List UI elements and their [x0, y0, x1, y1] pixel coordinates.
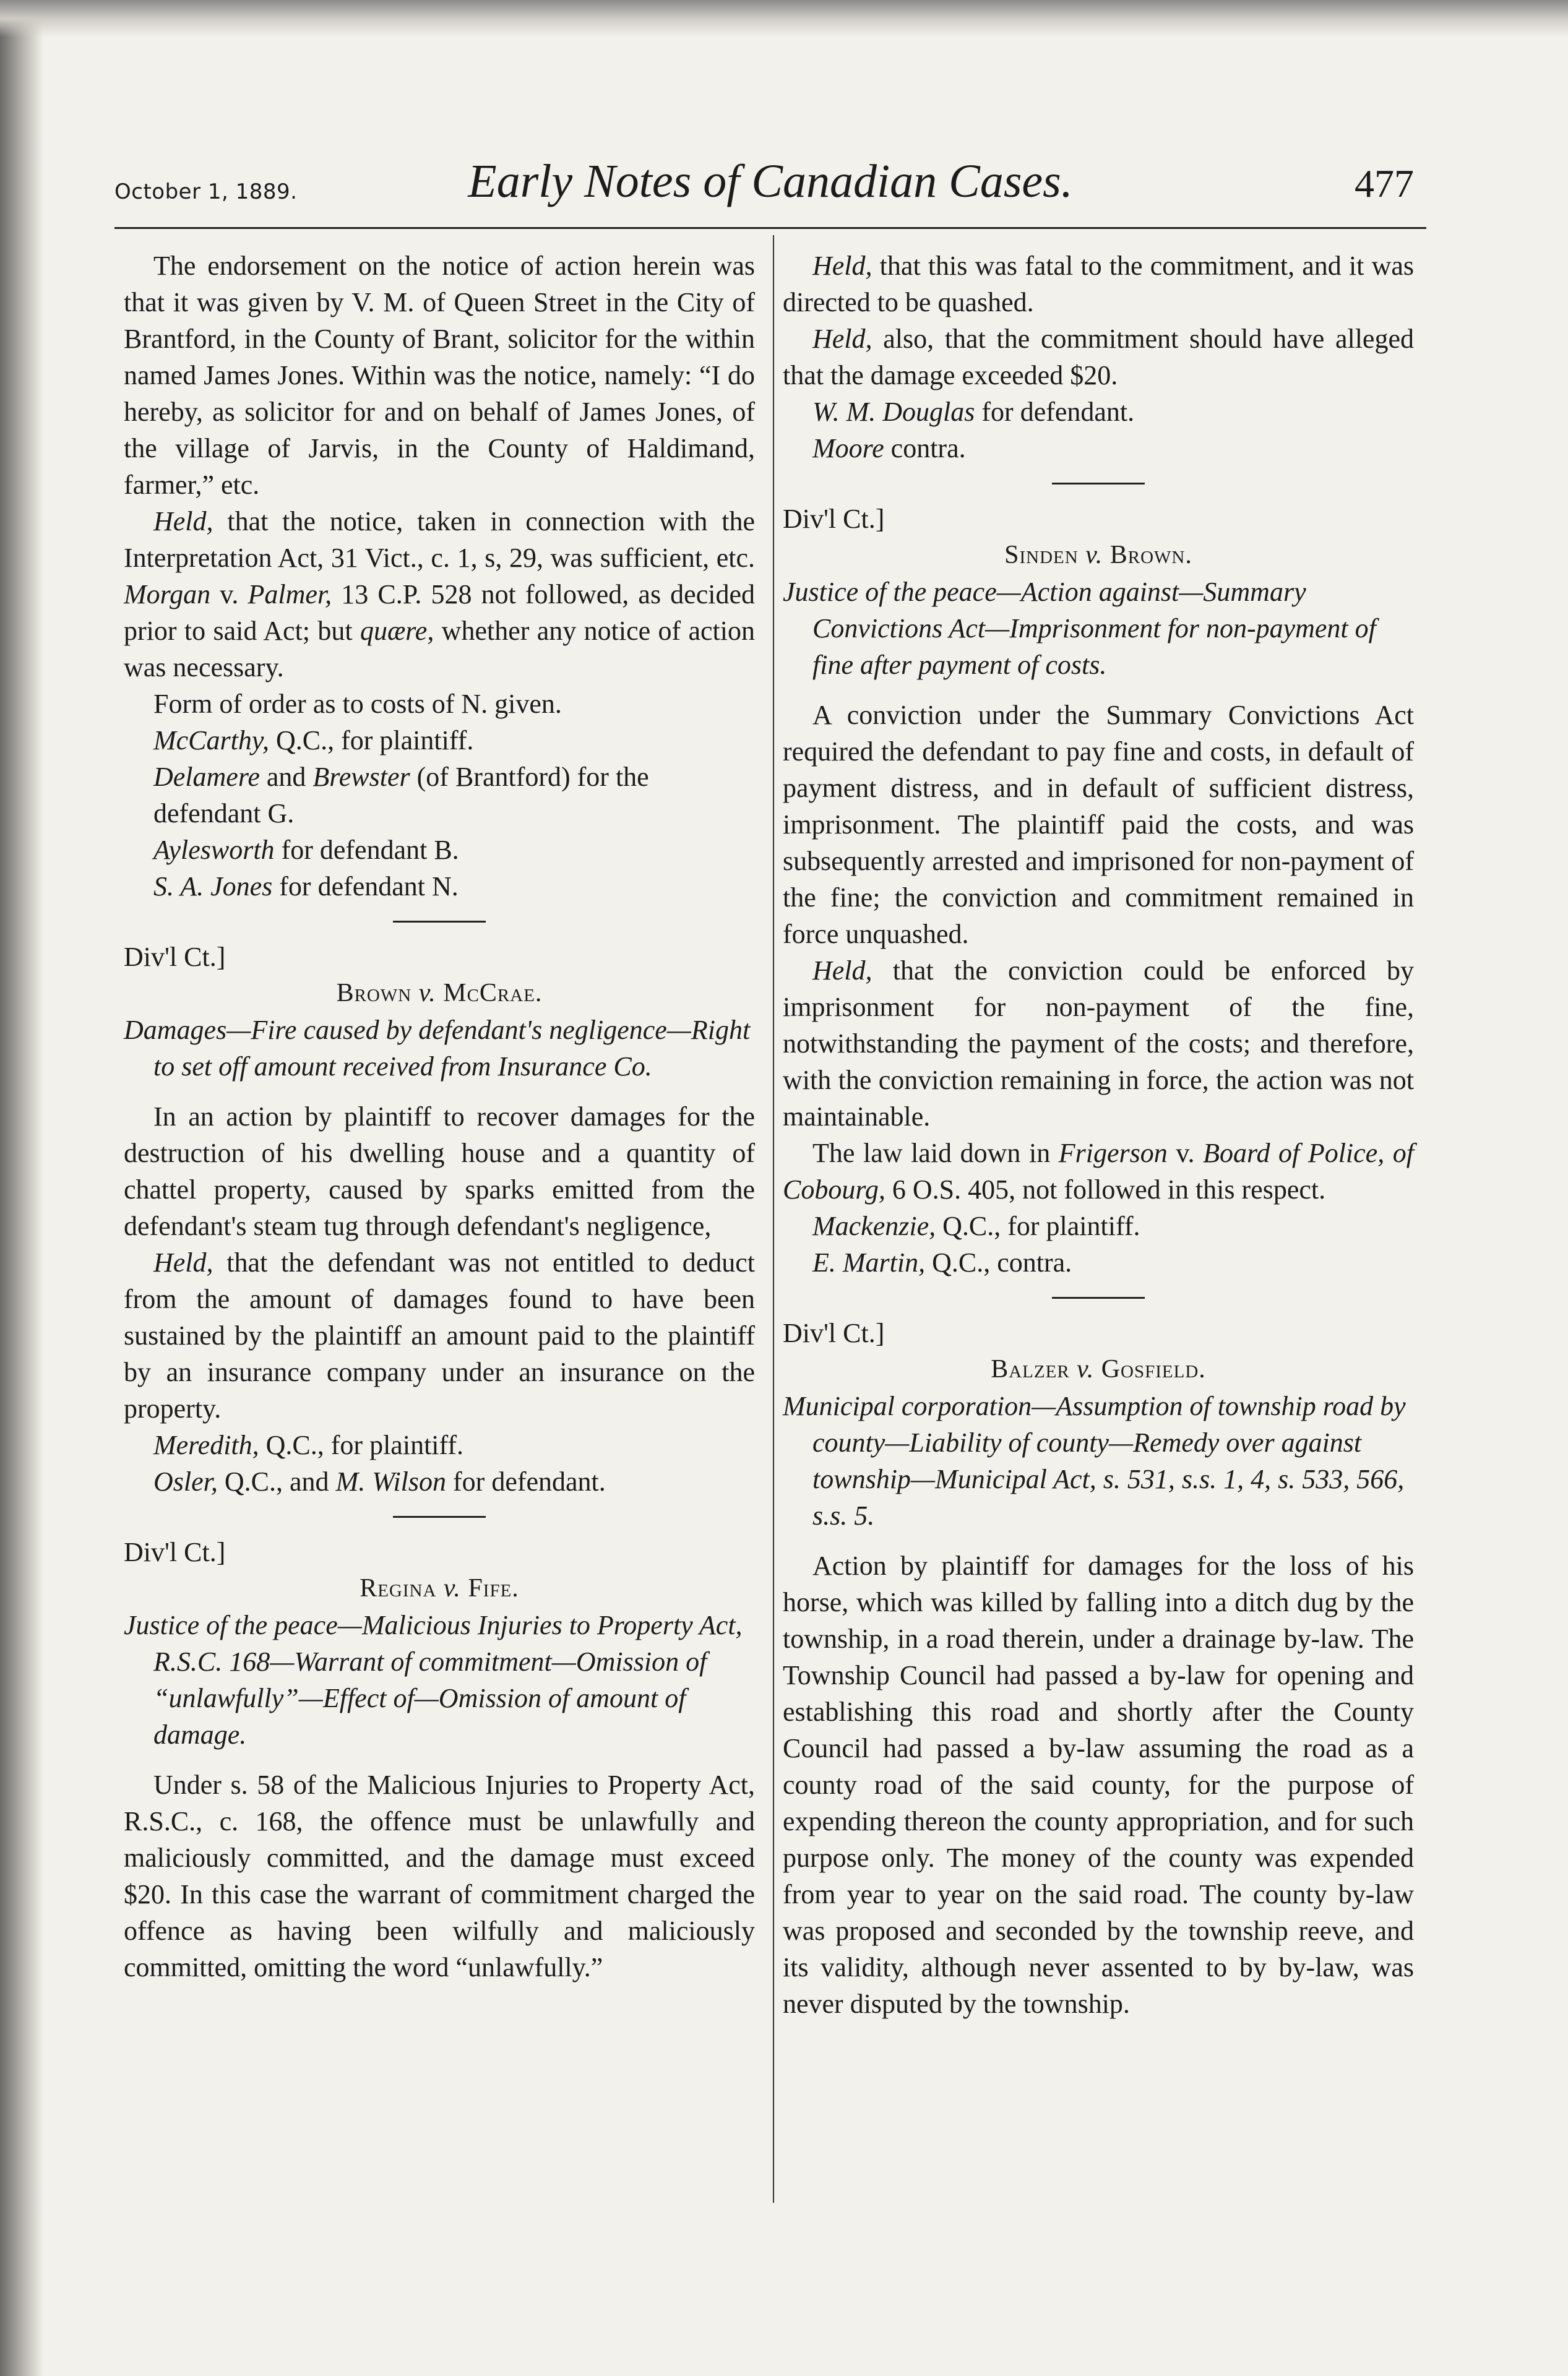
section-divider [393, 921, 486, 923]
section-divider [1052, 1297, 1145, 1299]
case-title: Brown v. McCrae. [336, 979, 543, 1007]
headnote: Municipal corporation—Assumption of township road by county—Liability of county—Remedy over against township—Municipal Act, s. 531, s.s. 1, 4, s. 533, 566, s.s. 5. [783, 1391, 1406, 1531]
headnote: Justice of the peace—Malicious Injuries to Property Act, R.S.C. 168—Warrant of commitment—Omission of “unlawfully”—Effect of—Omission of amount of damage. [124, 1610, 743, 1750]
case-title: Sinden v. Brown. [1004, 541, 1192, 569]
case-title: Regina v. Fife. [360, 1574, 519, 1603]
left-column [124, 248, 755, 1986]
court-label: Div'l Ct.] [124, 1537, 226, 1567]
paragraph: Held, that this was fatal to the commitment, and it was directed to be quashed. [783, 251, 1414, 317]
headnote: Justice of the peace—Action against—Summary Convictions Act—Imprisonment for non-payment of fine after payment of costs. [783, 577, 1376, 680]
counsel-line: Delamere and Brewster (of Brantford) for the defendant G. [153, 762, 649, 829]
counsel-line: E. Martin, Q.C., contra. [812, 1247, 1072, 1278]
counsel-line: Meredith, Q.C., for plaintiff. [153, 1430, 464, 1460]
counsel-line: S. A. Jones for defendant N. [153, 871, 459, 902]
journal-title: Early Notes of Canadian Cases. [468, 155, 1073, 207]
paragraph: The law laid down in Frigerson v. Board of Police, of Cobourg, 6 O.S. 405, not followed in this respect. [783, 1138, 1414, 1205]
page-number: 477 [1355, 161, 1414, 205]
case-name: Palmer, [248, 579, 332, 609]
paragraph: Held, that the defendant was not entitled to deduct from the amount of damages found to have been sustained by the plaintiff an amount paid to the plaintiff by an insurance company under an insurance on the property. [124, 1247, 755, 1424]
paragraph: Form of order as to costs of N. given. [153, 689, 562, 719]
paragraph: Held, that the notice, taken in connection with the Interpretation Act, 31 Vict., c. 1, s, 29, was sufficient, etc. Morgan v. Palmer, 13 C.P. 528 not followed, as decided prior to said Act; but quære, whether any notice of action was necessary. [124, 506, 755, 682]
counsel-line: Mackenzie, Q.C., for plaintiff. [812, 1211, 1140, 1241]
section-divider [1052, 483, 1145, 484]
headnote: Damages—Fire caused by defendant's negligence—Right to set off amount received from Insurance Co. [124, 1015, 751, 1082]
header-date: October 1, 1889. [114, 179, 298, 204]
paragraph: Action by plaintiff for damages for the loss of his horse, which was killed by falling into a ditch dug by the township, in a road therein, under a drainage by-law. The Township Council had passed a by-law for opening and establishing this road and shortly after the County Council had passed a by-law assuming the road as a county road of the said county, for the purpose of expending thereon the county appropriation, and for such purpose only. The money of the county was expended from year to year on the said road. The county by-law was proposed and seconded by the township reeve, and its validity, although never assented to by by-law, was never disputed by the township. [783, 1551, 1414, 2019]
scan-edge-left [0, 0, 43, 2376]
quaere-label: quære, [360, 616, 434, 646]
right-column [783, 248, 1414, 2022]
section-divider [393, 1516, 486, 1518]
paragraph: In an action by plaintiff to recover damages for the destruction of his dwelling house and a quantity of chattel property, caused by sparks emitted from the defendant's steam tug through defendant's negligence, [124, 1101, 755, 1241]
counsel-line: McCarthy, Q.C., for plaintiff. [153, 725, 474, 755]
counsel-line: Osler, Q.C., and M. Wilson for defendant. [153, 1466, 606, 1497]
column-divider [773, 235, 774, 2203]
court-label: Div'l Ct.] [783, 504, 885, 534]
court-label: Div'l Ct.] [124, 942, 226, 972]
case-name: Morgan [124, 579, 211, 609]
scan-edge-top [0, 0, 1568, 37]
running-header [114, 155, 1426, 223]
held-label: Held, [153, 506, 213, 536]
paragraph: Held, also, that the commitment should have alleged that the damage exceeded $20. [783, 324, 1414, 390]
header-rule [114, 227, 1426, 229]
court-label: Div'l Ct.] [783, 1318, 885, 1348]
counsel-line: Aylesworth for defendant B. [153, 835, 459, 865]
counsel-line: Moore contra. [812, 433, 966, 463]
counsel-line: W. M. Douglas for defendant. [812, 397, 1135, 427]
paragraph: The endorsement on the notice of action herein was that it was given by V. M. of Queen Street in the City of Brantford, in the County of Brant, solicitor for the within named James Jones. Within was the notice, namely: “I do hereby, as solicitor for and on behalf of James Jones, of the village of Jarvis, in the County of Haldimand, farmer,” etc. [124, 251, 755, 500]
paragraph: Under s. 58 of the Malicious Injuries to Property Act, R.S.C., c. 168, the offence must be unlawfully and maliciously committed, and the damage must exceed $20. In this case the warrant of commitment charged the offence as having been wilfully and maliciously committed, omitting the word “unlawfully.” [124, 1770, 755, 1982]
paragraph: A conviction under the Summary Convictions Act required the defendant to pay fine and costs, in default of payment distress, and in default of sufficient distress, imprisonment. The plaintiff paid the costs, and was subsequently arrested and imprisoned for non-payment of the fine; the conviction and commitment remained in force unquashed. [783, 700, 1414, 949]
case-title: Balzer v. Gosfield. [991, 1355, 1206, 1384]
paragraph: Held, that the conviction could be enforced by imprisonment for non-payment of the fine, notwithstanding the payment of the costs; and therefore, with the conviction remaining in force, the action was not maintainable. [783, 955, 1414, 1132]
